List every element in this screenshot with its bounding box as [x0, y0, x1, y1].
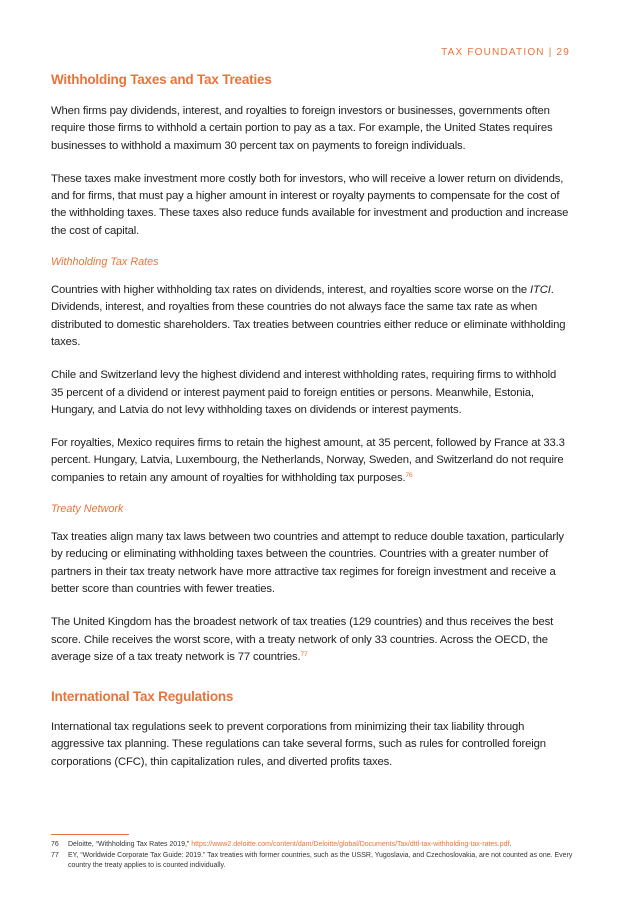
footnote-ref-76[interactable]: 76 — [405, 471, 413, 479]
paragraph: Countries with higher withholding tax rates on dividends, interest, and royalties score worse on the ITCI. Dividends, interest, and royalties from these countries do not always face the same tax rate as when distributed to domestic shareholders. Tax treaties between countries either reduce or eliminate withholding taxes. — [51, 284, 566, 348]
paragraph: International tax regulations seek to prevent corporations from minimizing their tax liability through aggressive tax planning. These regulations can take several forms, such as rules for controlled foreign corporations (CFC), thin capitalization rules, and diverted profits taxes. — [51, 721, 546, 768]
paragraph: These taxes make investment more costly both for investors, who will receive a lower return on dividends, and for firms, that must pay a higher amount in interest or royalty payments to compensate for the cost of the withholding taxes. These taxes also reduce funds available for investment and production and increase the cost of capital. — [51, 172, 569, 237]
footnote-77: 77 EY, “Worldwide Corporate Tax Guide: 2019.” Tax treaties with former countries, such as the USSR, Yugoslavia, and Czechoslovakia, are not counted as one. Every country the treaty applies to is counted individually. — [51, 852, 573, 869]
section-title-withholding: Withholding Taxes and Tax Treaties — [51, 72, 272, 87]
footnote-ref-77[interactable]: 77 — [300, 650, 308, 658]
itci-emphasis: ITCI — [530, 284, 551, 297]
footnotes — [51, 840, 581, 872]
footnote-76: 76 Deloitte, “Withholding Tax Rates 2019,” https://www2.deloitte.com/content/dam/Deloitte/global/Documents/Tax/dttl-tax-withholding-tax-rates.pdf. — [51, 841, 512, 848]
subsection-title-withholding-rates: Withholding Tax Rates — [51, 256, 159, 269]
footnote-link[interactable]: https://www2.deloitte.com/content/dam/Deloitte/global/Documents/Tax/dttl-tax-withholding-tax-rates.pdf — [191, 841, 510, 848]
paragraph: The United Kingdom has the broadest network of tax treaties (129 countries) and thus receives the best score. Chile receives the worst score, with a treaty network of only 33 countries. Across the OECD, the average size of a tax treaty network is 77 countries.$^{77}$ — [51, 616, 554, 663]
section-title-international-regulations: International Tax Regulations — [51, 689, 234, 705]
paragraph: Tax treaties align many tax laws between two countries and attempt to reduce double taxation, particularly by reducing or eliminating withholding taxes between the countries. Countries with a greater number of partners in their tax treaty network have more attractive tax regimes for foreign investment and receive a better score than countries with fewer treaties. — [51, 531, 564, 595]
running-header: TAX FOUNDATION | 29 — [441, 47, 570, 58]
paragraph: When firms pay dividends, interest, and royalties to foreign investors or businesses, governments often require those firms to withhold a certain portion to pay as a tax. For example, the United States requires businesses to withhold a maximum 30 percent tax on payments to foreign individuals. — [51, 105, 553, 152]
footnote-divider — [51, 834, 129, 835]
paragraph: Chile and Switzerland levy the highest dividend and interest withholding rates, requiring firms to withhold 35 percent of a dividend or interest payment paid to foreign entities or persons. Meanwhile, Estonia, Hungary, and Latvia do not levy withholding taxes on dividends or interest payments. — [51, 369, 557, 416]
page-body — [51, 72, 571, 771]
subsection-title-treaty-network: Treaty Network — [51, 503, 124, 516]
paragraph: For royalties, Mexico requires firms to retain the highest amount, at 35 percent, followed by France at 33.3 percent. Hungary, Latvia, Luxembourg, the Netherlands, Norway, Sweden, and Switzerland do not require companies to retain any amount of royalties for withholding tax purposes.$^{76}$ — [51, 437, 565, 484]
